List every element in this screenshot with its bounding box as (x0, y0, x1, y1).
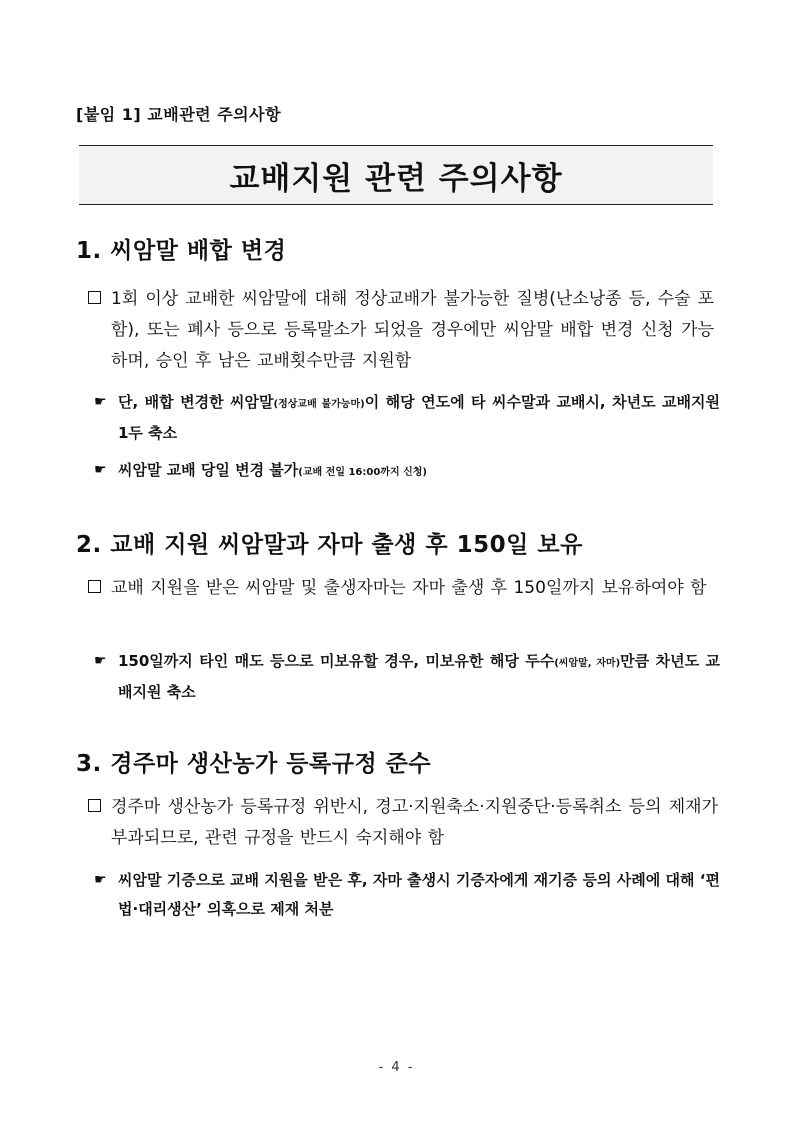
note-text-small: (교배 전일 16:00까지 신청) (298, 467, 427, 478)
section-1-heading: 1. 씨암말 배합 변경 (76, 238, 287, 264)
page-number: - 4 - (378, 1060, 415, 1075)
pointing-hand-icon: ☛ (94, 872, 107, 888)
pointing-hand-icon: ☛ (94, 462, 107, 478)
section-1-bullet (88, 284, 718, 377)
note-text-rest: 만큼 차년도 교배지원 축소 (118, 652, 720, 701)
note-text (118, 388, 720, 448)
pointing-hand-icon: ☛ (94, 653, 107, 669)
note-text-rest: 이 해당 연도에 타 씨수말과 교배시, 차년도 교배지원 1두 축소 (118, 393, 720, 442)
section-2-heading: 2. 교배 지원 씨암말과 자마 출생 후 150일 보유 (76, 532, 583, 558)
checkbox-square-icon (88, 580, 101, 593)
pointing-hand-icon: ☛ (94, 394, 107, 410)
section-1-note-1 (94, 388, 720, 448)
note-text (118, 456, 720, 487)
note-text (118, 647, 720, 707)
section-1-bullet-text: 1회 이상 교배한 씨암말에 대해 정상교배가 불가능한 질병(난소낭종 등, 수술 포함), 또는 폐사 등으로 등록말소가 되었을 경우에만 씨암말 배합 변경 신청 가능하며, 승인 후 남은 교배횟수만큼 지원함 (111, 289, 714, 371)
section-3-bullet-text: 경주마 생산농가 등록규정 위반시, 경고·지원축소·지원중단·등록취소 등의 제재가 부과되므로, 관련 규정을 반드시 숙지해야 함 (111, 797, 718, 848)
note-text-main: 단, 배합 변경한 씨암말 (118, 393, 274, 411)
checkbox-square-icon (88, 291, 101, 304)
note-text-small: (씨암말, 자마) (554, 658, 621, 669)
note-text-main: 150일까지 타인 매도 등으로 미보유할 경우, 미보유한 해당 두수 (118, 652, 555, 670)
section-2-bullet (88, 573, 718, 604)
section-3-heading: 3. 경주마 생산농가 등록규정 준수 (76, 751, 432, 777)
section-2-bullet-text: 교배 지원을 받은 씨암말 및 출생자마는 자마 출생 후 150일까지 보유하여야 함 (111, 578, 707, 598)
attachment-label: [붙임 1] 교배관련 주의사항 (76, 105, 282, 124)
checkbox-square-icon (88, 799, 101, 812)
note-text (118, 866, 720, 926)
section-3-bullet (88, 792, 718, 854)
section-2-note-1 (94, 647, 720, 707)
section-1-note-2 (94, 456, 720, 487)
section-3-note-1 (94, 866, 720, 926)
page-title: 교배지원 관련 주의사항 (229, 160, 563, 197)
note-text-main: 씨암말 교배 당일 변경 불가 (118, 461, 299, 479)
note-text-main: 씨암말 기증으로 교배 지원을 받은 후, 자마 출생시 기증자에게 재기증 등의 사례에 대해 ‘편법·대리생산’ 의혹으로 제재 처분 (118, 871, 720, 918)
title-box (79, 145, 713, 205)
note-text-small: (정상교배 불가능마) (273, 399, 365, 410)
